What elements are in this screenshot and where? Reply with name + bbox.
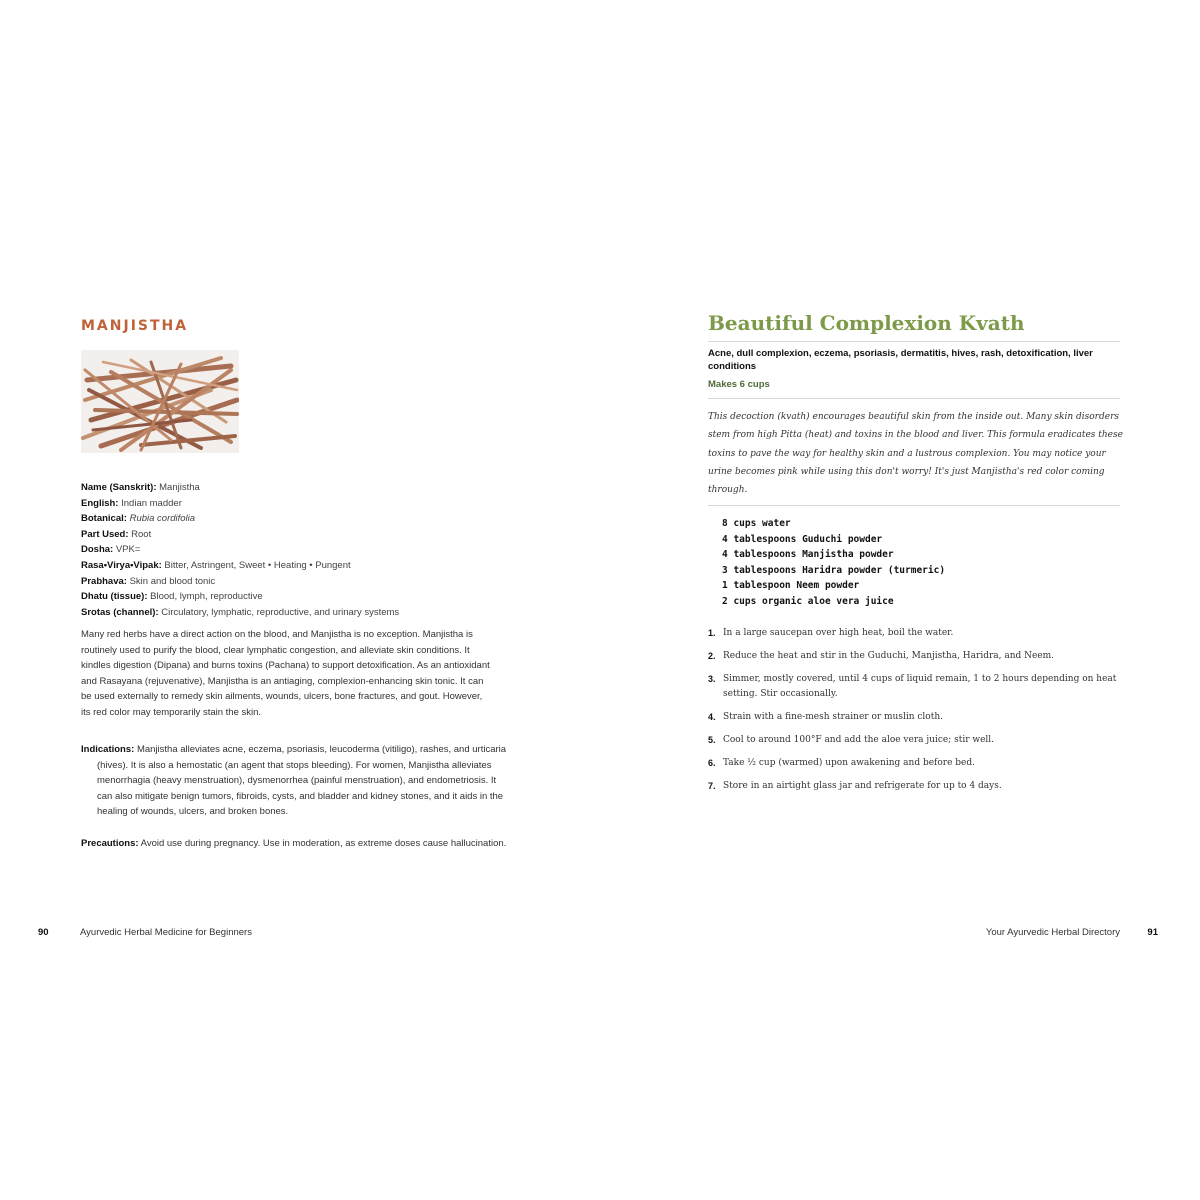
step-text: Strain with a fine-mesh strainer or muslin cloth. (723, 711, 943, 722)
recipe-step (708, 756, 1120, 771)
ingredient-item: 8 cups water (722, 518, 791, 529)
step-number: 5. (708, 734, 716, 745)
recipe-step (708, 710, 1120, 725)
herb-title: MANJISTHA (81, 318, 189, 334)
step-text: Simmer, mostly covered, until 4 cups of liquid remain, 1 to 2 hours depending on heat setting. Stir occasionally. (723, 674, 1117, 699)
herb-facts (81, 480, 501, 620)
precautions-label: Precautions: (81, 838, 139, 849)
precautions-text: Avoid use during pregnancy. Use in moderation, as extreme doses cause hallucination. (140, 838, 507, 849)
step-text: Reduce the heat and stir in the Guduchi, Manjistha, Haridra, and Neem. (723, 651, 1055, 661)
recipe-intro: This decoction (kvath) encourages beautiful skin from the inside out. Many skin disorders stem from high Pitta (heat) and toxins in the blood and liver. This formula eradicates these toxins to pave the way for healthy skin and a lustrous complexion. You may notice your urine becomes pink while using this don't worry! It's just Manjistha's red color coming through. (708, 412, 1123, 496)
fact-english-name: English: Indian madder (81, 497, 182, 509)
recipe-step (708, 649, 1120, 664)
intro-bottom-rule (708, 505, 1120, 506)
ingredient-item: 3 tablespoons Haridra powder (turmeric) (722, 564, 946, 576)
ingredient-item: 1 tablespoon Neem powder (722, 580, 860, 592)
left-running-title: Ayurvedic Herbal Medicine for Beginners (80, 927, 252, 938)
indications-label: Indications: (81, 744, 135, 755)
recipe-step (708, 779, 1120, 794)
ingredient-item: 4 tablespoons Manjistha powder (722, 549, 894, 561)
recipe-yield: Makes 6 cups (708, 379, 770, 390)
fact-prabhava: Prabhava: Skin and blood tonic (81, 575, 216, 587)
precautions-paragraph (81, 836, 509, 852)
ingredient-item: 2 cups organic aloe vera juice (722, 595, 894, 607)
indications-paragraph (81, 742, 509, 820)
recipe-title: Beautiful Complexion Kvath (708, 311, 1025, 335)
step-text: Store in an airtight glass jar and refrigerate for up to 4 days. (723, 780, 1002, 791)
recipe-steps (708, 626, 1120, 802)
fact-dosha: Dosha: VPK= (81, 544, 141, 556)
right-running-title: Your Ayurvedic Herbal Directory (985, 927, 1120, 938)
step-number: 4. (708, 711, 716, 722)
recipe-step (708, 672, 1120, 701)
fact-rasa-virya-vipak: Rasa•Virya•Vipak: Bitter, Astringent, Sweet • Heating • Pungent (81, 559, 351, 571)
fact-srotas: Srotas (channel): Circulatory, lymphatic, reproductive, and urinary systems (81, 606, 400, 618)
title-rule (708, 341, 1120, 342)
indications-text: Manjistha alleviates acne, eczema, psoriasis, leucoderma (vitiligo), rashes, and urticaria (hives). It is also a hemostatic (an agent that stops bleeding). For women, Manjistha alleviates menorrhagia (heavy menstruation), dysmenorrhea (painful menstruation), and endometriosis. It can also mitigate benign tumors, fibroids, cysts, and bladder and kidney stones, and it aids in the healing of wounds, ulcers, and broken bones. (97, 744, 507, 817)
step-number: 6. (708, 757, 716, 768)
fact-dhatu: Dhatu (tissue): Blood, lymph, reproductive (81, 591, 263, 603)
right-page (600, 0, 1200, 1200)
step-text: In a large saucepan over high heat, boil the water. (723, 628, 954, 638)
left-page-number: 90 (38, 927, 49, 938)
right-page-number: 91 (1147, 927, 1158, 938)
fact-part-used: Part Used: Root (81, 528, 152, 540)
manjistha-root-photo (81, 350, 239, 453)
fact-botanical-name: Botanical: Rubia cordifolia (81, 513, 196, 525)
step-text: Cool to around 100°F and add the aloe vera juice; stir well. (723, 734, 995, 745)
ingredient-list (722, 516, 945, 610)
step-text: Take ½ cup (warmed) upon awakening and before bed. (723, 757, 975, 768)
recipe-tags: Acne, dull complexion, eczema, psoriasis, dermatitis, hives, rash, detoxification, liver conditions (708, 348, 1093, 372)
ingredient-item: 4 tablespoons Guduchi powder (722, 533, 883, 545)
recipe-step (708, 626, 1120, 641)
step-number: 1. (708, 628, 716, 638)
step-number: 7. (708, 780, 716, 791)
herb-description: Many red herbs have a direct action on the blood, and Manjistha is no exception. Manjistha is routinely used to purify the blood, clear lymphatic congestion, and alleviate skin conditions. It kindles digestion (Dipana) and burns toxins (Pachana) to support detoxification. As an antioxidant and Rasayana (rejuvenative), Manjistha is an antiaging, complexion-enhancing skin tonic. It can be used externally to remedy skin ailments, wounds, ulcers, bone fractures, and gout. However, its red color may temporarily stain the skin. (81, 629, 490, 718)
step-number: 2. (708, 651, 716, 661)
step-number: 3. (708, 674, 716, 684)
recipe-step (708, 733, 1120, 748)
fact-sanskrit-name: Name (Sanskrit): Manjistha (81, 482, 200, 493)
intro-top-rule (708, 398, 1120, 399)
